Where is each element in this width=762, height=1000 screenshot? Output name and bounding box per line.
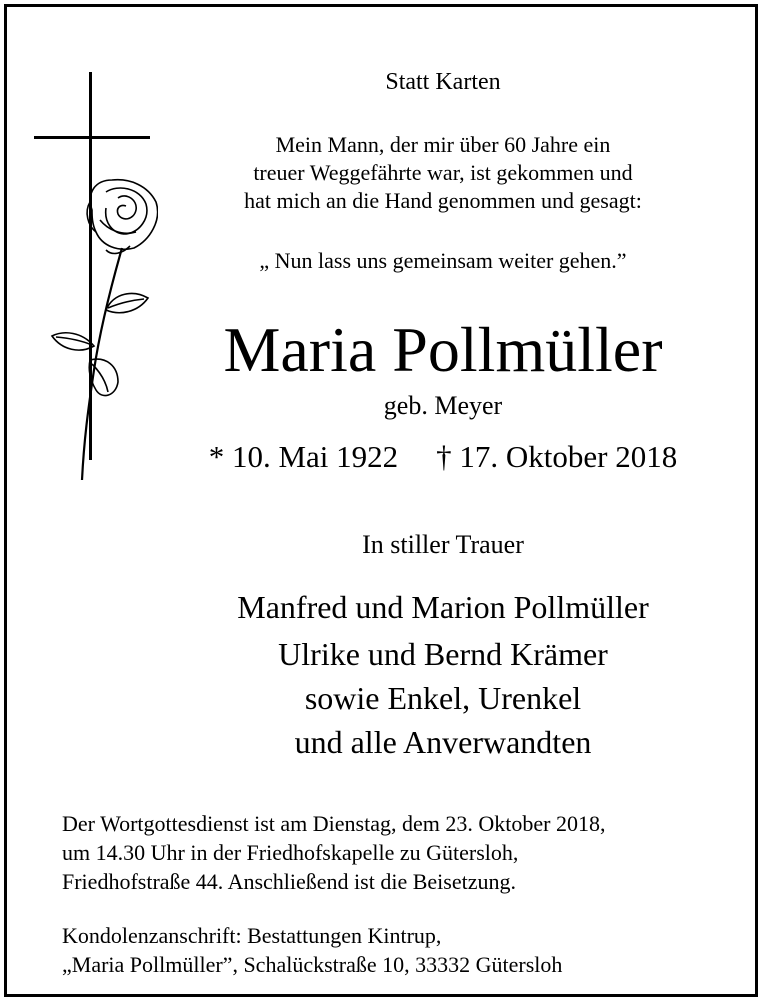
service-line: Der Wortgottesdienst ist am Dienstag, dem 23. Oktober 2018, [62, 811, 606, 836]
intro-line: Mein Mann, der mir über 60 Jahre ein [275, 132, 611, 157]
mourner-line: sowie Enkel, Urenkel [304, 680, 582, 716]
intro-line: hat mich an die Hand genommen und gesagt: [244, 188, 642, 213]
life-dates [160, 441, 726, 472]
cross-with-rose-icon [30, 70, 158, 482]
service-line: um 14.30 Uhr in der Friedhofskapelle zu Gütersloh, [62, 840, 519, 865]
quote-text: „ Nun lass uns gemeinsam weiter gehen.” [259, 248, 627, 273]
intro-line: treuer Weggefährte war, ist gekommen und [253, 160, 633, 185]
condolence-line: Kondolenzanschrift: Bestattungen Kintrup, [62, 923, 442, 948]
service-line: Friedhofstraße 44. Anschließend ist die Beisetzung. [62, 869, 516, 894]
mourner-line: Ulrike und Bernd Krämer [278, 636, 608, 672]
mourner-line: und alle Anverwandten [294, 724, 592, 760]
deceased-name: Maria Pollmüller [223, 314, 663, 385]
birth-date: * 10. Mai 1922 [208, 439, 399, 474]
mourning-line: In stiller Trauer [362, 530, 524, 559]
condolence-line: „Maria Pollmüller”, Schalückstraße 10, 33332 Gütersloh [62, 952, 563, 977]
maiden-name: geb. Meyer [383, 391, 503, 420]
mourner-line: Manfred und Marion Pollmüller [237, 589, 649, 625]
header-text: Statt Karten [385, 69, 501, 95]
death-date: † 17. Oktober 2018 [436, 439, 678, 474]
